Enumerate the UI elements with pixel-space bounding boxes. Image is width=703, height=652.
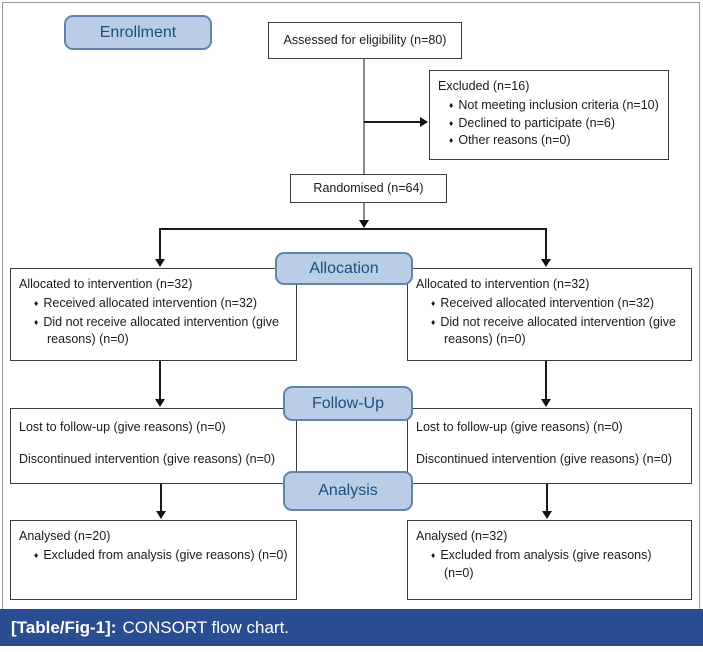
arrowhead-excluded-icon: [420, 117, 428, 127]
arrowhead-analysis-left-icon: [156, 511, 166, 519]
allocation-left-title: Allocated to intervention (n=32): [19, 277, 193, 291]
stage-label-followup: [283, 386, 413, 421]
allocation-right-bullet-item: [416, 314, 683, 349]
allocation-left-bullet-item: [19, 295, 288, 312]
figure-caption-label: [Table/Fig-1]:: [11, 617, 117, 637]
diamond-bullet-icon: ♦: [34, 550, 39, 561]
arrowhead-branch-icon: [359, 220, 369, 228]
enrollment-label-text: Enrollment: [99, 23, 177, 41]
excluded-bullet-text: Other reasons (n=0): [458, 132, 571, 147]
excluded-bullet-text: Declined to participate (n=6): [458, 115, 616, 130]
allocation-box-left: [10, 268, 297, 361]
followup-box-right: [407, 408, 692, 484]
branch-line: [159, 228, 547, 230]
randomised-box: [290, 174, 447, 203]
stage-label-analysis: [283, 471, 413, 511]
allocation-label-text: Allocation: [309, 259, 379, 277]
analysis-label-text: Analysis: [318, 482, 378, 499]
allocation-left-bullet-text: Did not receive allocated intervention (give reasons) (n=0): [43, 314, 279, 346]
followup-box-left: [10, 408, 297, 484]
followup-right-line: Discontinued intervention (give reasons) (n=0): [416, 452, 673, 467]
allocation-right-title: Allocated to intervention (n=32): [416, 277, 590, 291]
excluded-title: Excluded (n=16): [438, 79, 530, 93]
excluded-bullet-item: [438, 115, 660, 132]
diamond-bullet-icon: ♦: [449, 100, 454, 111]
excluded-bullet-item: [438, 132, 660, 149]
allocation-left-bullet-item: [19, 314, 288, 349]
figure-caption-bar: [0, 609, 703, 646]
line-alloc-to-followup-right: [545, 361, 547, 399]
allocation-left-bullet-text: Received allocated intervention (n=32): [43, 296, 258, 311]
figure-caption-text: CONSORT flow chart.: [122, 617, 290, 637]
assessed-eligibility-box: [268, 22, 462, 59]
diamond-bullet-icon: ♦: [34, 316, 39, 327]
analysis-box-left: [10, 520, 297, 600]
line-alloc-to-followup-left: [159, 361, 161, 399]
branch-drop-right: [545, 228, 547, 259]
diamond-bullet-icon: ♦: [431, 298, 436, 309]
analysis-right-title: Analysed (n=32): [416, 529, 508, 543]
analysis-right-bullet-text: Excluded from analysis (give reasons) (n=0): [440, 548, 652, 580]
analysis-box-right: [407, 520, 692, 600]
followup-left-line: Lost to follow-up (give reasons) (n=0): [19, 420, 226, 434]
excluded-bullet-text: Not meeting inclusion criteria (n=10): [458, 98, 659, 113]
arrowhead-followup-left-icon: [155, 399, 165, 407]
arrowhead-analysis-right-icon: [542, 511, 552, 519]
diamond-bullet-icon: ♦: [449, 134, 454, 145]
excluded-box: [429, 70, 669, 160]
line-assessed-to-randomised: [363, 59, 365, 174]
arrowhead-alloc-left-icon: [155, 259, 165, 267]
diamond-bullet-icon: ♦: [449, 117, 454, 128]
diamond-bullet-icon: ♦: [431, 316, 436, 327]
randomised-text: Randomised (n=64): [313, 180, 424, 195]
line-followup-to-analysis-left: [160, 484, 162, 512]
allocation-right-bullet-item: [416, 295, 683, 312]
line-to-excluded: [364, 121, 420, 123]
allocation-box-right: [407, 268, 692, 361]
stage-label-allocation: [275, 252, 413, 285]
arrowhead-followup-right-icon: [541, 399, 551, 407]
analysis-left-bullet-text: Excluded from analysis (give reasons) (n=0): [43, 548, 288, 563]
arrowhead-alloc-right-icon: [541, 259, 551, 267]
diamond-bullet-icon: ♦: [34, 298, 39, 309]
diamond-bullet-icon: ♦: [431, 550, 436, 561]
analysis-left-bullet-item: [19, 547, 288, 564]
excluded-bullet-item: [438, 97, 660, 114]
analysis-right-bullet-item: [416, 547, 683, 582]
analysis-left-title: Analysed (n=20): [19, 529, 111, 543]
followup-right-line: Lost to follow-up (give reasons) (n=0): [416, 420, 623, 434]
stage-label-enrollment: [64, 15, 212, 50]
followup-left-line: Discontinued intervention (give reasons) (n=0): [19, 452, 276, 467]
followup-label-text: Follow-Up: [311, 394, 384, 412]
branch-drop-left: [159, 228, 161, 259]
line-followup-to-analysis-right: [546, 484, 548, 512]
allocation-right-bullet-text: Did not receive allocated intervention (give reasons) (n=0): [440, 314, 676, 346]
assessed-eligibility-text: Assessed for eligibility (n=80): [283, 32, 447, 47]
allocation-right-bullet-text: Received allocated intervention (n=32): [440, 296, 655, 311]
